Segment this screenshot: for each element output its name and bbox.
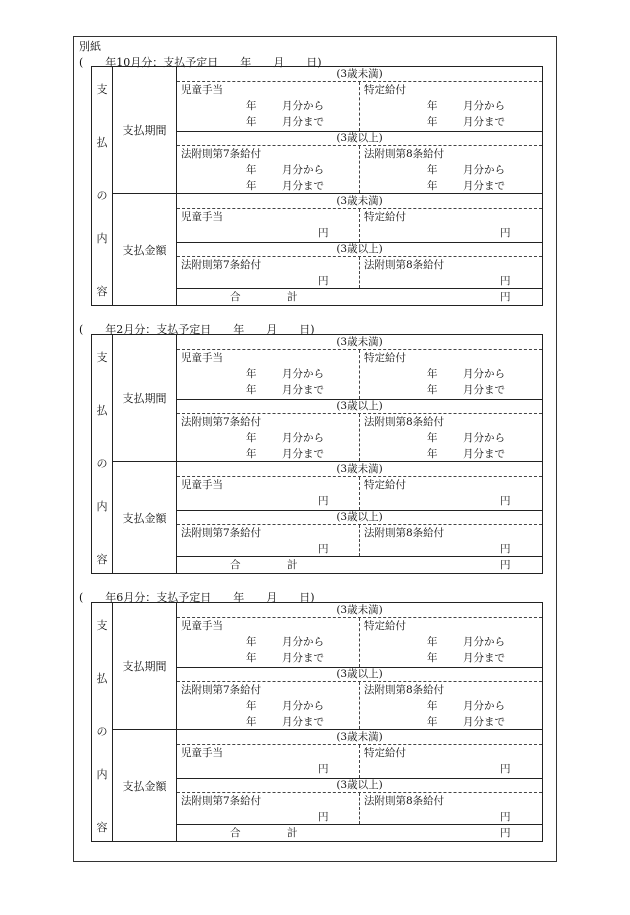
benefit-name: 児童手当 [181,84,223,96]
year-label: 年 [427,164,438,176]
year-label: 年 [427,180,438,192]
vertical-char: の [96,189,108,202]
dashed-column-divider [359,257,360,288]
year-label: 年 [427,448,438,460]
benefit-name: 特定給付 [364,620,406,632]
solid-divider [177,824,542,825]
month-label: 月分から [282,636,324,648]
month-label: 月分まで [463,652,505,664]
yen-label: 円 [318,495,329,507]
year-label: 年 [427,384,438,396]
month-label: 月分から [282,368,324,380]
year-label: 年 [246,116,257,128]
dashed-column-divider [359,350,360,399]
year-label: 年 [427,652,438,664]
section-title: ( 年6月分：支払予定日 年 月 日) [79,591,315,604]
section-title: ( 年2月分：支払予定日 年 月 日) [79,323,315,336]
year-label: 年 [246,636,257,648]
vertical-char: 容 [96,285,108,298]
year-label: 年 [427,100,438,112]
vertical-char: 容 [96,821,108,834]
year-label: 年 [427,432,438,444]
month-label: 月分まで [282,180,324,192]
yen-label: 円 [500,763,511,775]
age-header: (3歳以上) [336,511,383,523]
month-label: 月分から [282,432,324,444]
benefit-name: 法附則第8条給付 [364,527,445,539]
total-yen: 円 [500,559,511,571]
yen-label: 円 [500,543,511,555]
benefit-name: 児童手当 [181,620,223,632]
benefit-name: 法附則第7条給付 [181,795,262,807]
yen-label: 円 [500,275,511,287]
period-label: 支払期間 [113,335,177,461]
total-yen: 円 [500,291,511,303]
solid-divider [177,288,542,289]
total-label-b: 計 [287,827,298,839]
month-label: 月分まで [282,116,324,128]
yen-label: 円 [500,495,511,507]
period-label: 支払期間 [113,67,177,193]
vertical-char: の [96,725,108,738]
age-header: (3歳以上) [336,400,383,412]
yen-label: 円 [318,275,329,287]
month-label: 月分から [463,432,505,444]
vertical-label-column [92,603,113,841]
age-header: (3歳以上) [336,243,383,255]
age-header: (3歳以上) [336,668,383,680]
dashed-column-divider [359,209,360,242]
year-label: 年 [246,432,257,444]
total-label-a: 合 [230,827,241,839]
vertical-char: 払 [96,672,108,685]
vertical-char: 内 [96,768,108,781]
month-label: 月分から [463,100,505,112]
month-label: 月分から [463,636,505,648]
total-label-b: 計 [287,291,298,303]
vertical-char: 払 [96,136,108,149]
total-label-a: 合 [230,559,241,571]
benefit-name: 法附則第8条給付 [364,684,445,696]
yen-label: 円 [318,811,329,823]
benefit-name: 特定給付 [364,479,406,491]
vertical-char: 支 [96,351,108,364]
section-title: ( 年10月分：支払予定日 年 月 日) [79,56,322,69]
vertical-label-column [92,335,113,573]
month-label: 月分まで [282,384,324,396]
month-label: 月分から [282,100,324,112]
year-label: 年 [246,448,257,460]
month-label: 月分から [282,700,324,712]
yen-label: 円 [318,763,329,775]
amount-label: 支払金額 [113,462,177,573]
dashed-column-divider [359,618,360,667]
age-header: (3歳未満) [336,336,383,348]
period-label: 支払期間 [113,603,177,729]
benefit-name: 特定給付 [364,747,406,759]
year-label: 年 [427,368,438,380]
month-label: 月分から [282,164,324,176]
benefit-name: 児童手当 [181,479,223,491]
month-label: 月分まで [463,384,505,396]
year-label: 年 [246,384,257,396]
amount-label: 支払金額 [113,730,177,841]
month-label: 月分まで [282,448,324,460]
age-header: (3歳未満) [336,463,383,475]
benefit-name: 法附則第8条給付 [364,148,445,160]
benefit-name: 法附則第7条給付 [181,148,262,160]
month-label: 月分まで [463,448,505,460]
vertical-label-column [92,67,113,305]
vertical-char: 支 [96,83,108,96]
dashed-column-divider [359,682,360,729]
total-yen: 円 [500,827,511,839]
vertical-char: 支 [96,619,108,632]
year-label: 年 [246,164,257,176]
yen-label: 円 [318,543,329,555]
month-label: 月分まで [282,716,324,728]
age-header: (3歳未満) [336,731,383,743]
age-header: (3歳以上) [336,779,383,791]
period-amount-divider [113,193,542,194]
vertical-char: 払 [96,404,108,417]
attachment-label: 別紙 [79,40,101,53]
dashed-column-divider [359,793,360,824]
year-label: 年 [246,100,257,112]
year-label: 年 [427,700,438,712]
dashed-column-divider [359,525,360,556]
benefit-name: 法附則第7条給付 [181,527,262,539]
benefit-name: 特定給付 [364,84,406,96]
month-label: 月分まで [463,180,505,192]
benefit-name: 特定給付 [364,211,406,223]
age-header: (3歳未満) [336,195,383,207]
age-header: (3歳未満) [336,68,383,80]
total-label-a: 合 [230,291,241,303]
period-amount-divider [113,729,542,730]
vertical-char: 容 [96,553,108,566]
solid-divider [177,556,542,557]
age-header: (3歳未満) [336,604,383,616]
dashed-column-divider [359,745,360,778]
month-label: 月分から [463,368,505,380]
total-label-b: 計 [287,559,298,571]
year-label: 年 [427,636,438,648]
year-label: 年 [246,716,257,728]
year-label: 年 [427,116,438,128]
benefit-name: 法附則第7条給付 [181,416,262,428]
year-label: 年 [246,700,257,712]
benefit-name: 児童手当 [181,211,223,223]
payment-table [91,334,543,574]
benefit-name: 法附則第8条給付 [364,259,445,271]
year-label: 年 [427,716,438,728]
month-label: 月分から [463,700,505,712]
dashed-column-divider [359,146,360,193]
benefit-name: 児童手当 [181,747,223,759]
yen-label: 円 [500,227,511,239]
month-label: 月分から [463,164,505,176]
yen-label: 円 [500,811,511,823]
dashed-column-divider [359,477,360,510]
amount-label: 支払金額 [113,194,177,305]
year-label: 年 [246,652,257,664]
payment-table [91,602,543,842]
dashed-column-divider [359,414,360,461]
month-label: 月分まで [463,116,505,128]
benefit-name: 法附則第7条給付 [181,259,262,271]
dashed-column-divider [359,82,360,131]
benefit-name: 特定給付 [364,352,406,364]
payment-table [91,66,543,306]
year-label: 年 [246,180,257,192]
benefit-name: 法附則第7条給付 [181,684,262,696]
period-amount-divider [113,461,542,462]
benefit-name: 法附則第8条給付 [364,416,445,428]
year-label: 年 [246,368,257,380]
month-label: 月分まで [463,716,505,728]
age-header: (3歳以上) [336,132,383,144]
vertical-char: の [96,457,108,470]
month-label: 月分まで [282,652,324,664]
benefit-name: 児童手当 [181,352,223,364]
vertical-char: 内 [96,500,108,513]
benefit-name: 法附則第8条給付 [364,795,445,807]
yen-label: 円 [318,227,329,239]
vertical-char: 内 [96,232,108,245]
